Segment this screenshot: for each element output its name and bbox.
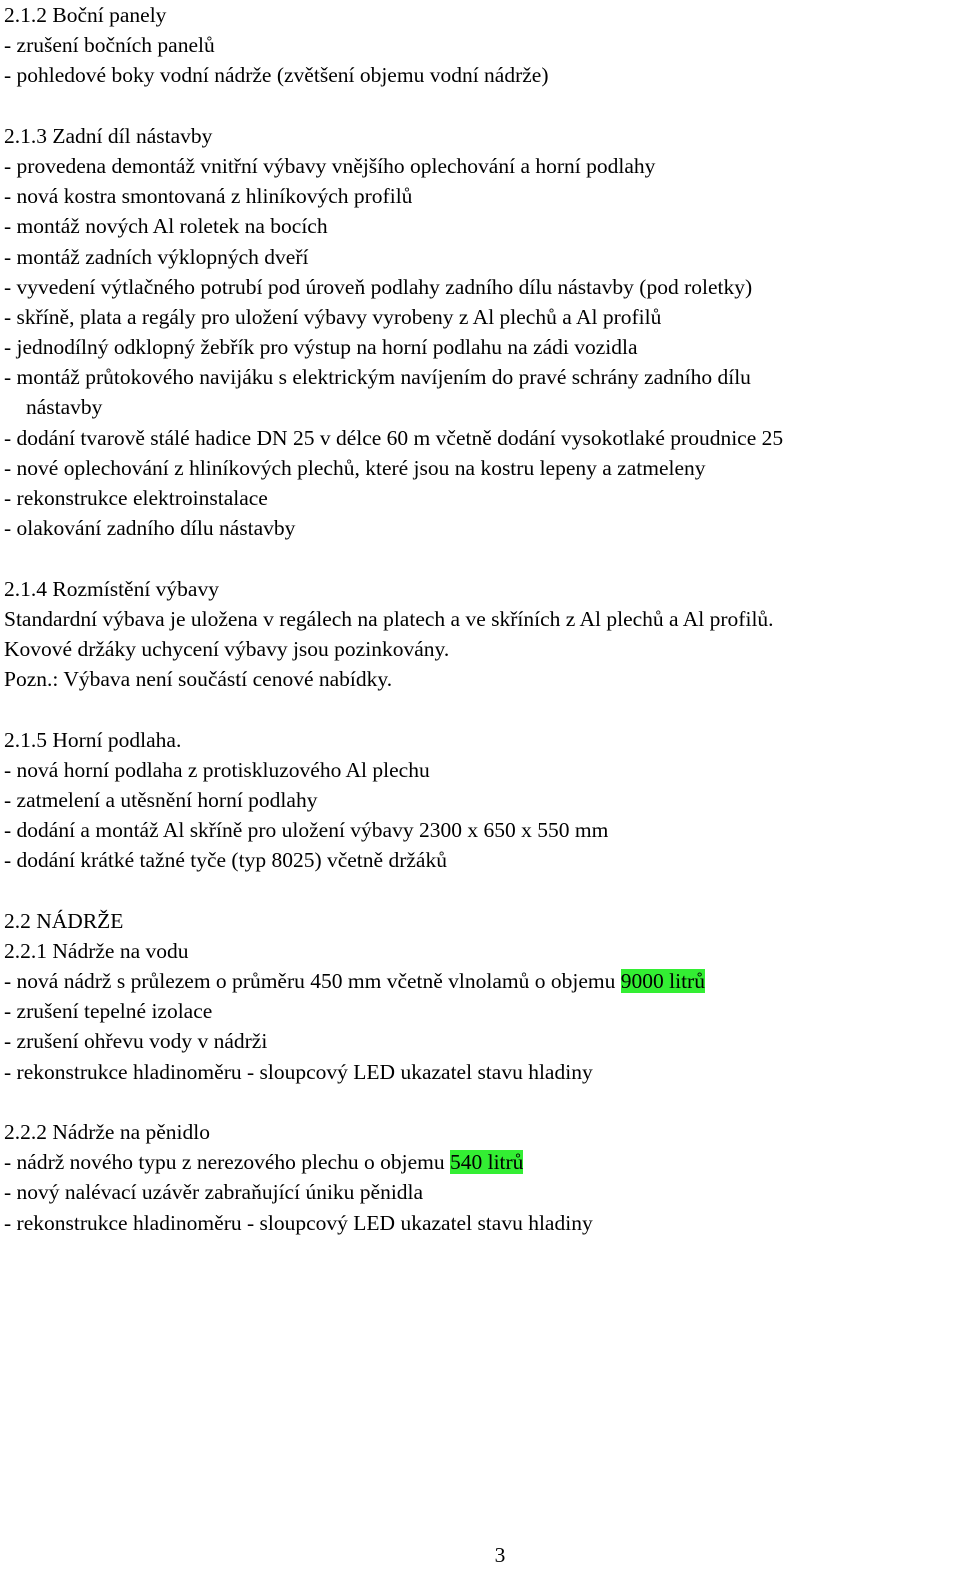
list-item: - dodání tvarově stálé hadice DN 25 v délce 60 m včetně dodání vysokotlaké proudnice 25	[4, 425, 784, 450]
paragraph-line: Standardní výbava je uložena v regálech na platech a ve skříních z Al plechů a Al profilů.	[4, 606, 774, 631]
list-item: - vyvedení výtlačného potrubí pod úroveň podlahy zadního dílu nástavby (pod roletky)	[4, 274, 753, 299]
list-item: - montáž průtokového navijáku s elektrickým navíjením do pravé schrány zadního dílu	[4, 365, 751, 390]
list-item-continuation: nástavby	[26, 395, 103, 420]
list-item: - nový nalévací uzávěr zabraňující úniku pěnidla	[4, 1180, 424, 1205]
list-item: - zrušení bočních panelů	[4, 33, 215, 58]
list-item: - pohledové boky vodní nádrže (zvětšení objemu vodní nádrže)	[4, 63, 549, 88]
list-item: - zatmelení a utěsnění horní podlahy	[4, 787, 318, 812]
list-item: - rekonstrukce elektroinstalace	[4, 486, 268, 510]
list-item-text: - nádrž nového typu z nerezového plechu o objemu	[4, 1150, 450, 1175]
list-item: - zrušení tepelné izolace	[4, 999, 213, 1024]
list-item	[4, 966, 956, 996]
spacer	[4, 543, 956, 573]
spacer	[4, 694, 956, 724]
highlighted-volume: 9000 litrů	[620, 969, 705, 993]
list-item: - montáž nových Al roletek na bocích	[4, 214, 328, 239]
list-item: - skříně, plata a regály pro uložení výbavy vyrobeny z Al plechů a Al profilů	[4, 304, 662, 329]
list-item: - olakování zadního dílu nástavby	[4, 516, 296, 541]
list-item: - rekonstrukce hladinoměru - sloupcový LED ukazatel stavu hladiny	[4, 1210, 593, 1235]
paragraph-line: Kovové držáky uchycení výbavy jsou pozinkovány.	[4, 636, 450, 661]
spacer	[4, 875, 956, 905]
spacer	[4, 1087, 956, 1117]
spacer	[4, 91, 956, 121]
section-heading-2-1-4: 2.1.4 Rozmístění výbavy	[4, 576, 219, 601]
section-heading-2-2-1: 2.2.1 Nádrže na vodu	[4, 938, 189, 963]
list-item: - zrušení ohřevu vody v nádrži	[4, 1029, 268, 1054]
highlighted-volume: 540 litrů	[449, 1150, 524, 1175]
list-item: - dodání a montáž Al skříně pro uložení výbavy 2300 x 650 x 550 mm	[4, 818, 609, 843]
document-body	[4, 0, 956, 1238]
section-heading-2-2-2: 2.2.2 Nádrže na pěnidlo	[4, 1119, 210, 1144]
section-heading-2-1-3: 2.1.3 Zadní díl nástavby	[4, 123, 213, 148]
list-item-text: - nová nádrž s průlezem o průměru 450 mm včetně vlnolamů o objemu	[4, 969, 621, 993]
list-item	[4, 1147, 956, 1177]
list-item: - nová horní podlaha z protiskluzového Al plechu	[4, 757, 430, 782]
list-item: - provedena demontáž vnitřní výbavy vnějšího oplechování a horní podlahy	[4, 153, 656, 178]
section-heading-2-2: 2.2 NÁDRŽE	[4, 908, 124, 933]
page-number: 3	[494, 1543, 506, 1567]
list-item: - rekonstrukce hladinoměru - sloupcový LED ukazatel stavu hladiny	[4, 1059, 593, 1084]
paragraph-line: Pozn.: Výbava není součástí cenové nabídky.	[4, 667, 393, 692]
list-item: - montáž zadních výklopných dveří	[4, 244, 309, 269]
list-item: - dodání krátké tažné tyče (typ 8025) včetně držáků	[4, 848, 447, 873]
section-heading-2-1-2: 2.1.2 Boční panely	[4, 3, 167, 27]
list-item: - nové oplechování z hliníkových plechů, které jsou na kostru lepeny a zatmeleny	[4, 455, 706, 480]
list-item: - jednodílný odklopný žebřík pro výstup na horní podlahu na zádi vozidla	[4, 335, 638, 360]
list-item: - nová kostra smontovaná z hliníkových profilů	[4, 184, 413, 209]
section-heading-2-1-5: 2.1.5 Horní podlaha.	[4, 727, 182, 752]
